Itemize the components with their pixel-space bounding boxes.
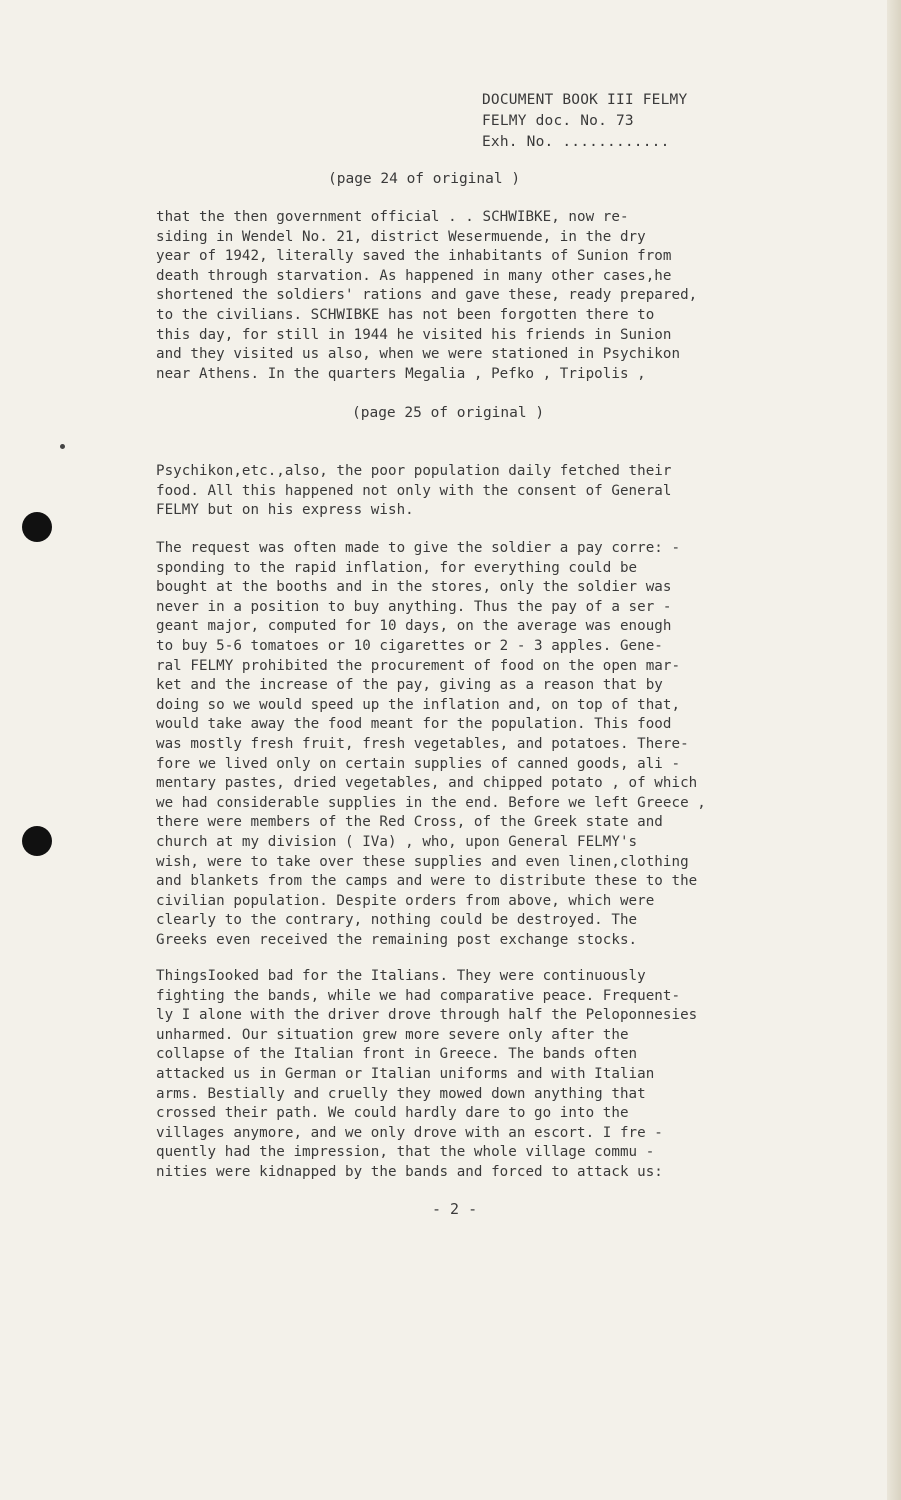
text-line: unharmed. Our situation grew more severe only after the [156,1026,629,1043]
text-line: mentary pastes, dried vegetables, and chipped potato , of which [156,775,698,792]
text-line: attacked us in German or Italian uniforms and with Italian [156,1065,655,1082]
text-line: sponding to the rapid inflation, for everything could be [156,559,638,576]
text-line: church at my division ( IVa) , who, upon General FELMY's [156,833,638,850]
header-book: DOCUMENT BOOK III FELMY [482,92,688,108]
text-line: collapse of the Italian front in Greece. The bands often [156,1046,638,1063]
text-line: this day, for still in 1944 he visited his friends in Sunion [156,326,672,343]
punch-hole [22,512,52,542]
text-line: bought at the booths and in the stores, only the soldier was [156,579,672,596]
paper-edge [887,0,901,1500]
text-line: that the then government official . . SCHWIBKE, now re- [156,209,629,225]
text-line: fighting the bands, while we had comparative peace. Frequent- [156,987,681,1004]
text-line: FELMY but on his express wish. [156,502,414,519]
text-line: ral FELMY prohibited the procurement of food on the open mar- [156,657,681,674]
text-line: civilian population. Despite orders from above, which were [156,892,655,909]
text-line: crossed their path. We could hardly dare to go into the [156,1105,629,1122]
text-line: siding in Wendel No. 21, district Wesermuende, in the dry [156,228,646,245]
text-line: Greeks even received the remaining post exchange stocks. [156,931,638,948]
text-line: Psychikon,etc.,also, the poor population daily fetched their [156,463,672,479]
text-line: clearly to the contrary, nothing could be destroyed. The [156,912,638,929]
text-line: to buy 5-6 tomatoes or 10 cigarettes or 2 - 3 apples. Gene- [156,637,663,654]
text-line: year of 1942, literally saved the inhabitants of Sunion from [156,248,672,265]
text-line: death through starvation. As happened in many other cases,he [156,267,672,284]
paragraph [156,539,766,950]
original-page-reference: (page 25 of original ) [352,405,545,421]
text-line: geant major, computed for 10 days, on the average was enough [156,618,672,635]
text-line: ly I alone with the driver drove through half the Peloponnesies [156,1007,698,1024]
text-line: doing so we would speed up the inflation and, on top of that, [156,696,681,713]
text-line: ket and the increase of the pay, giving as a reason that by [156,677,663,694]
text-line: arms. Bestially and cruelly they mowed down anything that [156,1085,646,1102]
punch-hole [22,826,52,856]
text-line: and they visited us also, when we were stationed in Psychikon [156,346,681,363]
page-number: - 2 - [432,1200,478,1218]
text-line: there were members of the Red Cross, of the Greek state and [156,814,663,831]
text-line: ThingsIooked bad for the Italians. They were continuously [156,968,646,984]
text-line: to the civilians. SCHWIBKE has not been forgotten there to [156,306,655,323]
header-exhibit-number: Exh. No. ............ [482,134,670,150]
text-line: was mostly fresh fruit, fresh vegetables, and potatoes. There- [156,735,689,752]
text-line: and blankets from the camps and were to distribute these to the [156,873,698,890]
text-line: we had considerable supplies in the end. Before we left Greece , [156,794,706,811]
header-doc-number: FELMY doc. No. 73 [482,113,634,129]
paragraph [156,208,766,384]
text-line: The request was often made to give the soldier a pay corre: - [156,540,681,556]
text-line: would take away the food meant for the population. This food [156,716,672,733]
text-line: fore we lived only on certain supplies of canned goods, ali - [156,755,681,772]
text-line: quently had the impression, that the whole village commu - [156,1144,655,1161]
original-page-reference: (page 24 of original ) [328,171,521,187]
text-line: never in a position to buy anything. Thus the pay of a ser - [156,598,672,615]
ink-speck [60,444,65,449]
document-header [482,90,782,153]
text-line: wish, were to take over these supplies and even linen,clothing [156,853,689,870]
text-line: villages anymore, and we only drove with an escort. I fre - [156,1124,663,1141]
paragraph [156,967,766,1183]
text-line: food. All this happened not only with the consent of General [156,482,672,499]
text-line: near Athens. In the quarters Megalia , Pefko , Tripolis , [156,365,646,382]
text-line: nities were kidnapped by the bands and forced to attack us: [156,1163,663,1180]
paragraph [156,462,766,521]
text-line: shortened the soldiers' rations and gave these, ready prepared, [156,287,698,304]
